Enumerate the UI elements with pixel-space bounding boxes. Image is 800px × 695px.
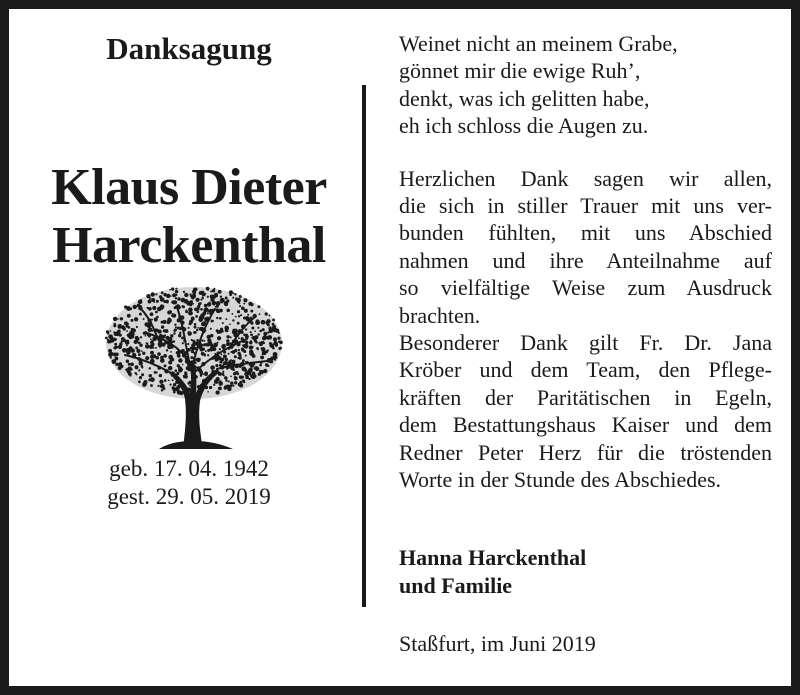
signature-family: und Familie: [399, 573, 513, 598]
left-column: [9, 9, 369, 686]
thanks-line: so vielfältige Weise zum Ausdruck: [399, 275, 772, 301]
poem-line: Weinet nicht an meinem Grabe,: [399, 31, 678, 56]
notice-heading: Danksagung: [106, 31, 272, 66]
poem-line: eh ich schloss die Augen zu.: [399, 113, 649, 139]
thanks-line: nahmen und ihre Anteilnahme auf: [399, 247, 772, 273]
life-dates: [9, 455, 369, 511]
special-thanks-line: kräften der Paritätischen in Egeln,: [399, 384, 772, 410]
special-thanks-line: dem Bestattungshaus Kaiser und dem: [399, 412, 772, 438]
place-date: Staßfurt, im Juni 2019: [399, 631, 596, 656]
poem-line: gönnet mir die ewige Ruh’,: [399, 58, 641, 84]
column-divider: [362, 85, 366, 607]
tree-icon: [99, 281, 289, 451]
thanks-paragraph: [399, 165, 772, 329]
signature: [399, 544, 586, 600]
special-thanks-line: Redner Peter Herz für die tröstenden: [399, 439, 772, 465]
death-date: gest. 29. 05. 2019: [107, 484, 271, 509]
signature-name: Hanna Harckenthal: [399, 545, 587, 570]
thanks-line: Herzlichen Dank sagen wir allen,: [399, 165, 772, 191]
memorial-poem: [399, 30, 772, 140]
right-column: [399, 30, 772, 494]
special-thanks-line: Worte in der Stunde des Abschiedes.: [399, 467, 722, 493]
thanks-line: bunden fühlten, mit uns Abschied: [399, 220, 772, 246]
special-thanks-paragraph: [399, 329, 772, 493]
deceased-name-line1: Klaus Dieter: [51, 159, 327, 216]
birth-date: geb. 17. 04. 1942: [109, 456, 269, 481]
special-thanks-line: Besonderer Dank gilt Fr. Dr. Jana: [399, 330, 772, 356]
deceased-name: [9, 159, 369, 275]
poem-line: denkt, was ich gelitten habe,: [399, 85, 650, 111]
deceased-name-line2: Harckenthal: [52, 217, 326, 274]
special-thanks-line: Kröber und dem Team, den Pflege-: [399, 357, 772, 383]
thanks-line: brachten.: [399, 302, 481, 328]
thanks-line: die sich in stiller Trauer mit uns ver-: [399, 193, 772, 219]
